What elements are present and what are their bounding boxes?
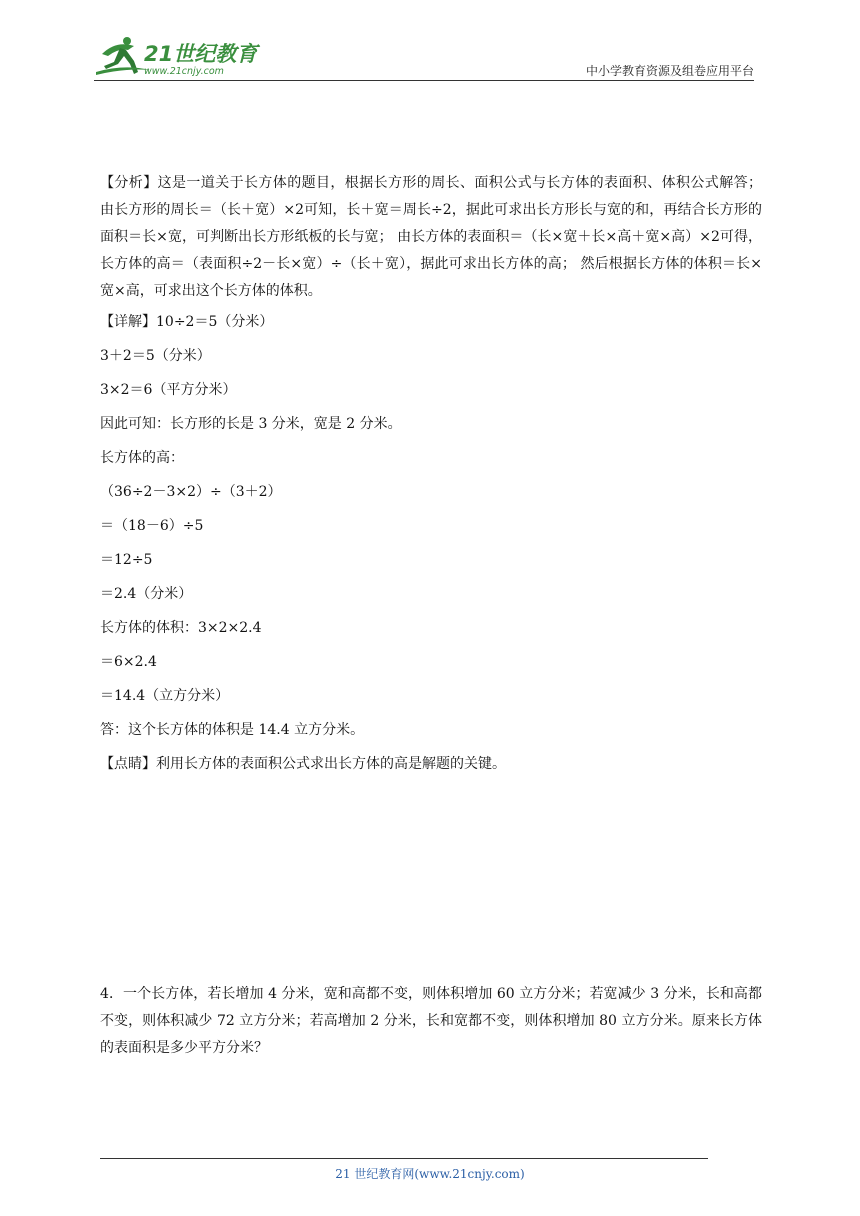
solution-line: ＝（18－6）÷5 [100,518,204,534]
solution-line: 3＋2＝5（分米） [100,348,211,364]
solution-line: ＝12÷5 [100,552,153,568]
footer-divider [100,1158,708,1159]
solution-content [100,170,762,788]
solution-line: 因此可知：长方形的长是 3 分米，宽是 2 分米。 [100,416,402,432]
runner-icon [96,37,150,75]
solution-line: 3×2＝6（平方分米） [100,382,237,398]
solution-line: ＝14.4（立方分米） [100,688,230,704]
answer-line: 答：这个长方体的体积是 14.4 立方分米。 [100,722,365,738]
analysis-paragraph: 【分析】这是一道关于长方体的题目，根据长方形的周长、面积公式与长方体的表面积、体积公式解答； 由长方形的周长＝（长＋宽）×2可知，长＋宽＝周长÷2，据此可求出长方形长与宽的和，再结合长方形的面积＝长×宽，可判断出长方形纸板的长与宽； 由长方体的表面积＝（长×宽＋长×高＋宽×高）×2可得，长方体的高＝（表面积÷2－长×宽）÷（长＋宽），据此可求出长方体的高； 然后根据长方体的体积＝长×宽×高，可求出这个长方体的体积。 [100,175,762,299]
header-divider [94,80,754,81]
solution-line: ＝2.4（分米） [100,586,193,602]
key-point-line: 【点睛】利用长方体的表面积公式求出长方体的高是解题的关键。 [100,756,506,772]
solution-line: 长方体的体积：3×2×2.4 [100,620,262,636]
logo-url: www.21cnjy.com [144,66,224,77]
solution-line: 【详解】10÷2＝5（分米） [100,314,274,330]
platform-name: 中小学教育资源及组卷应用平台 [585,64,754,78]
solution-line: 长方体的高： [100,450,184,466]
footer-link[interactable]: 21 世纪教育网(www.21cnjy.com) [335,1167,525,1181]
question-4: 4．一个长方体，若长增加 4 分米，宽和高都不变，则体积增加 60 立方分米；若宽减少 3 分米，长和高都不变，则体积减少 72 立方分米；若高增加 2 分米，长和宽都不变，则体积增加 80 立方分米。原来长方体的表面积是多少平方分米？ [100,986,762,1056]
site-logo [94,34,264,80]
logo-text: 21世纪教育 [144,42,258,66]
solution-line: ＝6×2.4 [100,654,157,670]
solution-line: （36÷2－3×2）÷（3＋2） [100,484,282,500]
